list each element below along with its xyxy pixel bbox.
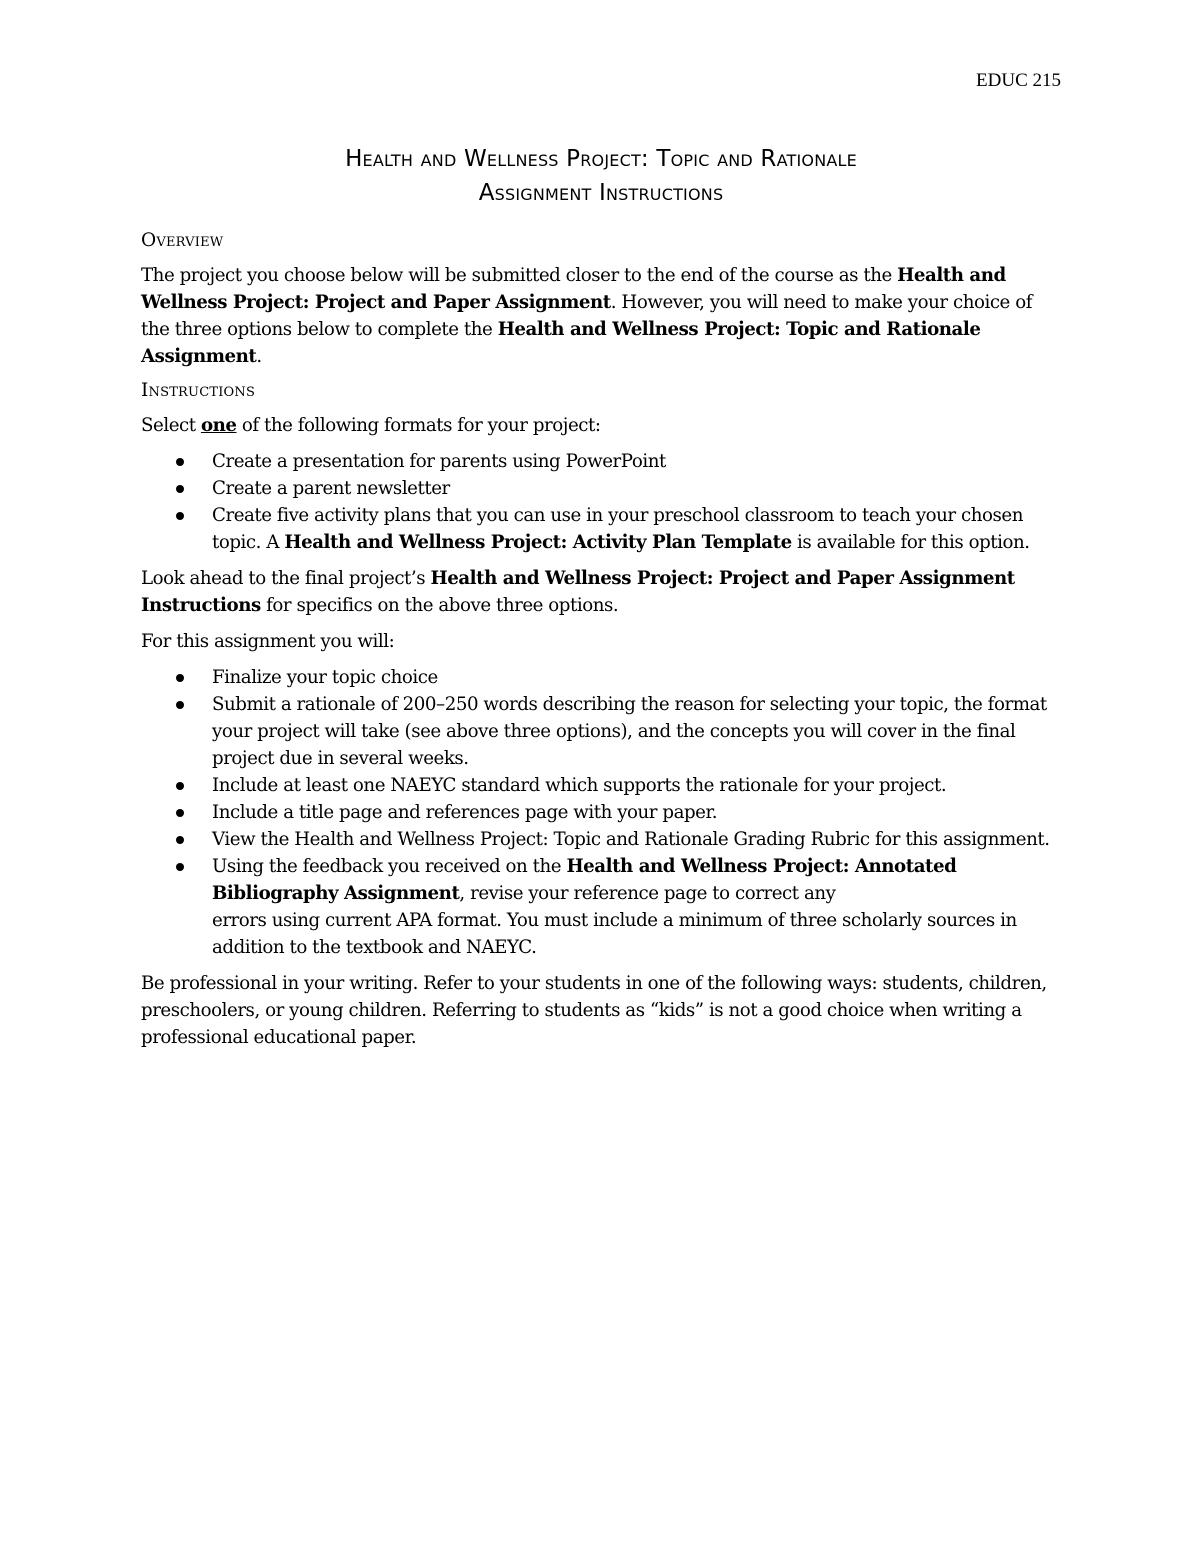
- look-ahead-paragraph: [141, 565, 1061, 619]
- instructions-heading: Instructions: [141, 380, 256, 401]
- look-text-1: Look ahead to the final project’s: [141, 568, 431, 589]
- task6-bold: Health and Wellness Project: Annotated Bibliography Assignment: [212, 856, 957, 904]
- overview-bold-2: Health and Wellness Project: Topic and Rationale Assignment: [141, 319, 981, 367]
- course-code: EDUC 215: [976, 70, 1061, 91]
- select-emphasis: one: [200, 415, 237, 436]
- list-item: Include a title page and references page with your paper.: [141, 799, 1061, 826]
- list-item: [141, 502, 1061, 556]
- list-item: Create a parent newsletter: [141, 475, 1061, 502]
- list-item: Submit a rationale of 200–250 words describing the reason for selecting your topic, the format your project will take (see above three options), and the concepts you will cover in the final project due in several weeks.: [141, 691, 1061, 772]
- format-item3-text-2: is available for this option.: [791, 532, 1030, 553]
- list-item: Include at least one NAEYC standard which supports the rationale for your project.: [141, 772, 1061, 799]
- look-bold: Health and Wellness Project: Project and Paper Assignment Instructions: [141, 568, 1015, 616]
- overview-text-1: The project you choose below will be submitted closer to the end of the course as the: [141, 265, 898, 286]
- task6-text-3: errors using current APA format. You must include a minimum of three scholarly sources in addition to the textbook and NAEYC.: [212, 910, 1017, 958]
- overview-text-2: . However, you will need to make your choice of the three options below to complete the: [141, 292, 1032, 340]
- format-list: [141, 448, 1061, 556]
- format-item3-bold: Health and Wellness Project: Activity Plan Template: [284, 532, 792, 553]
- overview-paragraph: [141, 262, 1061, 370]
- title-line-1: Health and Wellness Project: Topic and Rationale: [345, 146, 857, 172]
- title-line-2: Assignment Instructions: [478, 180, 724, 206]
- task-list: [141, 664, 1061, 961]
- look-text-2: for specifics on the above three options.: [260, 595, 619, 616]
- overview-heading: Overview: [141, 230, 224, 251]
- closing-paragraph: Be professional in your writing. Refer to your students in one of the following ways: students, children, preschoolers, or young children. Referring to students as “kids” is not a good choice when writing a professional educational paper.: [141, 973, 1047, 1048]
- select-text-2: of the following formats for your project:: [236, 415, 601, 436]
- document-body: [141, 229, 1061, 1060]
- document-title: [141, 142, 1061, 210]
- task6-text-2: , revise your reference page to correct any: [459, 883, 836, 904]
- select-paragraph: [141, 412, 1061, 439]
- for-this-paragraph: For this assignment you will:: [141, 631, 395, 652]
- format-item3-text-1: Create five activity plans that you can use in your preschool classroom to teach your chosen topic. A: [212, 505, 1023, 553]
- select-text-1: Select: [141, 415, 201, 436]
- list-item: [141, 853, 1061, 961]
- list-item: Finalize your topic choice: [141, 664, 1061, 691]
- task6-text-1: Using the feedback you received on the: [212, 856, 567, 877]
- overview-text-3: .: [256, 346, 262, 367]
- list-item: View the Health and Wellness Project: Topic and Rationale Grading Rubric for this assignment.: [141, 826, 1061, 853]
- list-item: Create a presentation for parents using PowerPoint: [141, 448, 1061, 475]
- overview-bold-1: Health and Wellness Project: Project and Paper Assignment: [141, 265, 1006, 313]
